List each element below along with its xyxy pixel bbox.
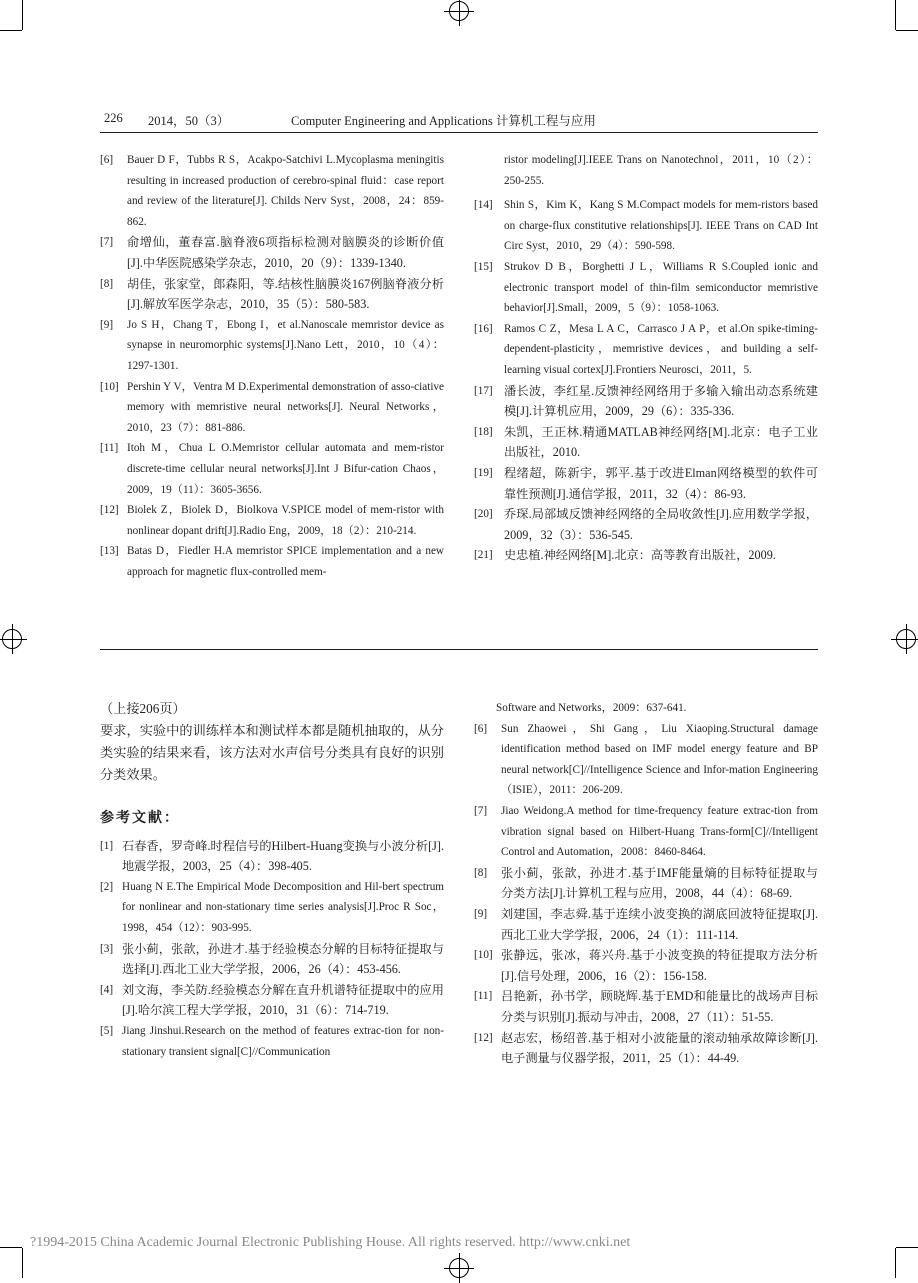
reference-text: Strukov D B，Borghetti J L，Williams R S.Coupled ionic and electronic transport model of thin-film semiconductor memristive behavior[J].Small，2009，5（9）：1058-1063. (504, 260, 818, 315)
reference-text: 张静远，张冰，蒋兴舟.基于小波变换的特征提取方法分析[J].信号处理，2006，16（2）：156-158. (501, 948, 818, 983)
reference-number: [15] (474, 260, 493, 273)
reference-number: [7] (474, 804, 488, 817)
reference-number: [13] (100, 545, 119, 558)
copyright-footer: ?1994-2015 China Academic Journal Electronic Publishing House. All rights reserved. http://www.cnki.net (30, 1235, 631, 1250)
reference-text: 乔琛.局部域反馈神经网络的全局收敛性[J].应用数学学报，2009，32（3）：536-545. (504, 507, 818, 542)
reference-item (474, 863, 818, 904)
body-paragraph: 要求，实验中的训练样本和测试样本都是随机抽取的，从分类实验的结果来看，该方法对水声信号分类具有良好的识别分类效果。 (100, 723, 444, 782)
reference-text: 胡佳，张家堂，郎森阳，等.结核性脑膜炎167例脑脊液分析[J].解放军医学杂志，2010，35（5）：580-583. (127, 276, 444, 312)
continued-reference: ristor modeling[J].IEEE Trans on Nanotechnol，2011，10（2）：250-255. (504, 154, 818, 187)
registration-mark-icon (449, 1258, 469, 1278)
reference-number: [8] (474, 866, 488, 879)
reference-text: Jiang Jinshui.Research on the method of features extrac-tion for non-stationary transient signal[C]//Communication (122, 1024, 444, 1058)
reference-item (474, 504, 818, 545)
reference-number: [1] (100, 839, 114, 852)
reference-number: [6] (100, 154, 114, 166)
crop-mark (895, 1248, 896, 1278)
reference-number: [16] (474, 322, 493, 335)
reference-item (100, 438, 444, 500)
crop-mark (22, 1248, 23, 1278)
reference-item (474, 195, 818, 257)
reference-item (474, 801, 818, 863)
reference-text: 程绪超，陈新宇，郭平.基于改进Elman网络模型的软件可靠性预测[J].通信学报，2011，32（4）：86-93. (504, 465, 818, 501)
bottom-right-references (474, 698, 818, 1069)
reference-number: [18] (474, 425, 493, 438)
reference-number: [2] (100, 880, 114, 893)
journal-title: Computer Engineering and Applications 计算机工程与应用 (291, 114, 596, 128)
reference-item (100, 315, 444, 377)
continued-from-note: （上接206页） (100, 701, 186, 716)
reference-item (100, 836, 444, 877)
reference-text: 潘长波，李红星.反馈神经网络用于多输入输出动态系统建模[J].计算机应用，2009，29（6）：335-336. (504, 383, 818, 419)
reference-item (100, 877, 444, 939)
registration-mark-icon (2, 629, 22, 649)
reference-text: Biolek Z，Biolek D，Biolkova V.SPICE model of mem-ristor with nonlinear dopant drift[J].Radio Eng，2009，18（2）：210-214. (127, 504, 444, 537)
reference-item (474, 319, 818, 381)
reference-number: [12] (100, 504, 119, 517)
reference-text: 张小蓟，张歆，孙进才.基于IMF能量熵的目标特征提取与分类方法[J].计算机工程与应用，2008，44（4）：68-69. (501, 865, 818, 901)
reference-text: Shin S，Kim K，Kang S M.Compact models for mem-ristors based on charge-flux constitutive relationships[J]. IEEE Trans on CAD Int Circ Syst，2010，29（4）：590-598. (504, 199, 818, 253)
reference-text: 史忠植.神经网络[M].北京：高等教育出版社，2009. (504, 548, 776, 563)
reference-item (474, 904, 818, 945)
reference-text: Bauer D F，Tubbs R S，Acakpo-Satchivi L.Mycoplasma meningitis resulting in increased production of cerebro-spinal fluid：case report and review of the literature[J]. Childs Nerv Syst，2008，24：859-862. (127, 154, 444, 228)
reference-number: [20] (474, 508, 493, 521)
reference-text: 朱凯，王正林.精通MATLAB神经网络[M].北京：电子工业出版社，2010. (504, 424, 818, 460)
reference-item (474, 463, 818, 504)
crop-mark (22, 0, 23, 30)
reference-number: [11] (100, 442, 119, 455)
reference-item (100, 274, 444, 315)
reference-number: [3] (100, 942, 114, 955)
reference-number: [12] (474, 1031, 493, 1044)
reference-text: Jo S H，Chang T，Ebong I，et al.Nanoscale memristor device as synapse in neuromorphic systems[J].Nano Lett，2010，10（4）：1297-1301. (127, 318, 444, 372)
registration-mark-icon (896, 629, 916, 649)
reference-number: [5] (100, 1024, 114, 1037)
reference-text: Jiao Weidong.A method for time-frequency feature extrac-tion from vibration signal based on Hilbert-Huang Trans-form[C]//Intelligent Control and Automation，2008：8460-8464. (501, 804, 818, 859)
reference-text: 俞增仙，董春富.脑脊液6项指标检测对脑膜炎的诊断价值[J].中华医院感染学杂志，2010，20（9）：1339-1340. (127, 235, 444, 270)
running-header (104, 111, 816, 129)
reference-text: 刘文海，李关防.经验模态分解在直升机谱特征提取中的应用[J].哈尔滨工程大学学报，2010，31（6）：714-719. (122, 982, 444, 1018)
reference-item (100, 377, 444, 439)
reference-number: [11] (474, 990, 493, 1003)
reference-item (474, 257, 818, 319)
reference-item (100, 232, 444, 273)
crop-mark (896, 30, 918, 31)
crop-mark (896, 1247, 918, 1248)
reference-text: Pershin Y V，Ventra M D.Experimental demonstration of asso-ciative memory with memristive neural networks[J]. Neural Networks，2010，23（7）：881-886. (127, 380, 444, 434)
reference-text: Sun Zhaowei，Shi Gang，Liu Xiaoping.Structural damage identification method based on IMF model energy feature and BP neural network[C]//Intelligence Science and Infor-mation Engineering（ISIE），2011：206-209. (501, 722, 818, 797)
header-rule (100, 132, 818, 133)
reference-number: [7] (100, 236, 114, 249)
reference-text: 石春香，罗奇峰.时程信号的Hilbert-Huang变换与小波分析[J].地震学报，2003，25（4）：398-405. (122, 838, 444, 874)
reference-item (474, 1028, 818, 1069)
reference-number: [9] (474, 907, 488, 920)
reference-item (100, 939, 444, 980)
references-heading: 参考文献： (100, 811, 180, 826)
reference-text: Batas D，Fiedler H.A memristor SPICE implementation and a new approach for magnetic flux-controlled mem- (127, 545, 444, 578)
reference-text: 张小蓟，张歆，孙进才.基于经验模态分解的目标特征提取与选择[J].西北工业大学学报，2006，26（4）：453-456. (122, 941, 444, 977)
crop-mark (0, 30, 22, 31)
reference-number: [10] (474, 949, 493, 962)
reference-number: [4] (100, 983, 114, 996)
top-right-references (474, 150, 818, 566)
reference-item (474, 719, 818, 801)
reference-item (474, 422, 818, 463)
reference-text: 刘建国，李志舜.基于连续小波变换的湖底回波特征提取[J].西北工业大学学报，2006，24（1）：111-114. (501, 906, 818, 942)
crop-mark (895, 0, 896, 30)
reference-item (100, 150, 444, 232)
reference-text: Ramos C Z，Mesa L A C，Carrasco J A P，et al.On spike-timing-dependent-plasticity，memristive devices，and building a self-learning visual cortex[J].Frontiers Neurosci，2011，5. (504, 322, 818, 376)
reference-number: [6] (474, 722, 488, 735)
reference-number: [19] (474, 466, 493, 479)
reference-number: [21] (474, 549, 493, 562)
reference-number: [10] (100, 380, 119, 393)
volume-issue: 2014，50（3） (148, 114, 230, 128)
reference-item (474, 545, 818, 566)
reference-text: Huang N E.The Empirical Mode Decomposition and Hil-bert spectrum for nonlinear and non-stationary time series analysis[J].Proc R Soc，1998，454（12）：903-995. (122, 880, 444, 934)
reference-text: Itoh M，Chua L O.Memristor cellular automata and mem-ristor discrete-time cellular neural networks[J].Int J Bifur-cation Chaos，2009，19（11）：3605-3656. (127, 442, 444, 496)
bottom-left-column (100, 698, 444, 1062)
registration-mark-icon (449, 1, 469, 21)
reference-text: 吕艳新，孙书学，顾晓辉.基于EMD和能量比的战场声目标分类与识别[J].振动与冲击，2008，27（11）：51-55. (501, 989, 818, 1024)
reference-item (474, 986, 818, 1027)
reference-item (100, 980, 444, 1021)
crop-mark (0, 1247, 22, 1248)
reference-item (474, 381, 818, 422)
reference-item (474, 945, 818, 986)
reference-number: [14] (474, 199, 493, 212)
reference-item (100, 1021, 444, 1062)
reference-item (100, 541, 444, 582)
reference-number: [9] (100, 318, 114, 331)
reference-number: [8] (100, 277, 114, 290)
section-divider (100, 649, 818, 650)
continued-reference: Software and Networks，2009：637-641. (496, 702, 687, 714)
reference-item (100, 500, 444, 541)
reference-text: 赵志宏，杨绍普.基于相对小波能量的滚动轴承故障诊断[J].电子测量与仪器学报，2011，25（1）：44-49. (501, 1030, 818, 1066)
top-left-references (100, 150, 444, 582)
page-number: 226 (104, 111, 123, 125)
reference-number: [17] (474, 384, 493, 397)
